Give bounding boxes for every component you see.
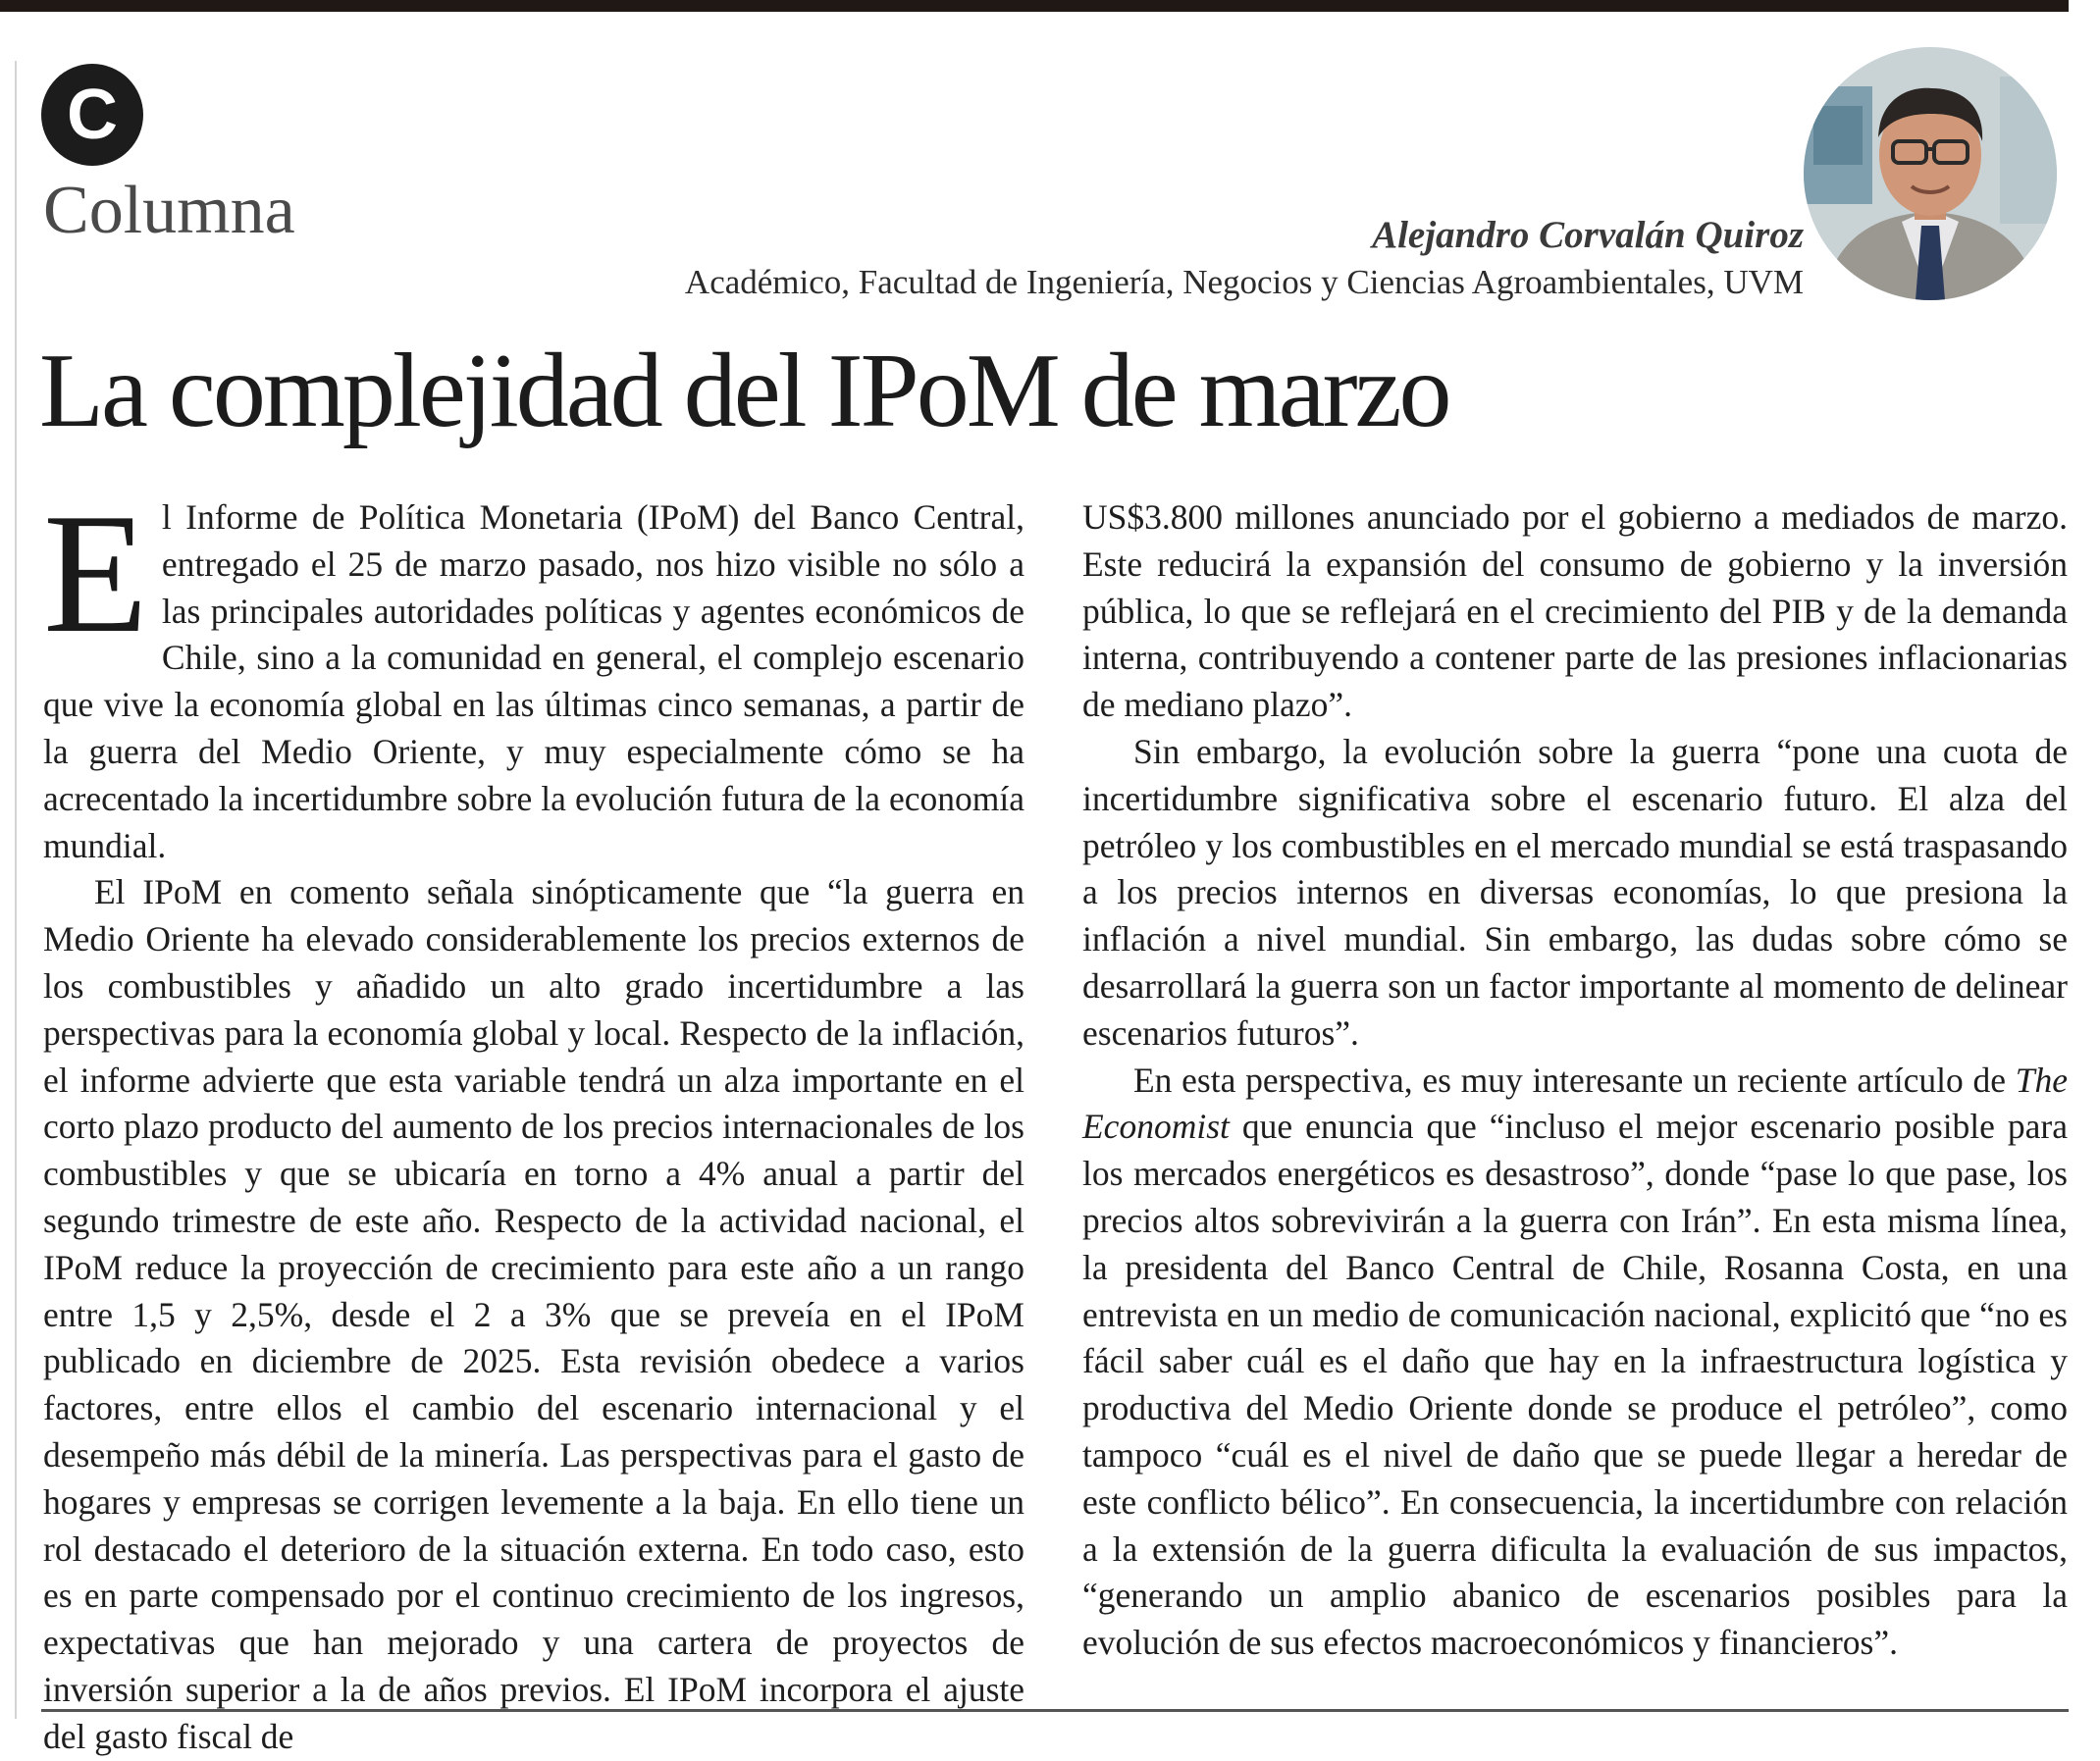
column-logo-badge: C — [41, 64, 143, 166]
bottom-rule — [41, 1709, 2069, 1712]
author-portrait-icon — [1804, 47, 2057, 300]
paragraph-3: Sin embargo, la evolución sobre la guerra “pone una cuota de incertidumbre significativa sobre el escenario futuro. El alza del petróleo y los combustibles en el mercado mundial se está traspasando a los precios internos en diversas economías, lo que presiona la inflación a nivel mundial. Sin embargo, las dudas sobre cómo se desarrollará la guerra son un factor importante al momento de delinear escenarios futuros”. — [1082, 731, 2068, 1053]
paragraph-1 — [43, 478, 1024, 869]
paragraph-4 — [1082, 1058, 2068, 1667]
paragraph-2-continued: US$3.800 millones anunciado por el gobierno a mediados de marzo. Este reducirá la expansión del consumo de gobierno y la inversión pública, lo que se reflejará en el crecimiento del PIB y de la demanda interna, contribuyendo a contener parte de las presiones inflacionarias de mediano plazo”. — [1082, 497, 2068, 725]
paragraph-1-text: l Informe de Política Monetaria (IPoM) del Banco Central, entregado el 25 de marzo pasado, nos hizo visible no sólo a las principales autoridades políticas y agentes económicos de Chile, sino a la comunidad en general, el complejo escenario que vive la economía global en las últimas cinco semanas, a partir de la guerra del Medio Oriente, y muy especialmente cómo se ha acrecentado la incertidumbre sobre la evolución futura de la economía mundial. — [43, 497, 1024, 865]
paragraph-4-lead: En esta perspectiva, es muy interesante un reciente artículo de — [1133, 1060, 2016, 1100]
article-column-left — [43, 478, 1024, 1761]
author-photo — [1804, 47, 2057, 300]
section-label: Columna — [43, 173, 295, 248]
article-headline: La complejidad del IPoM de marzo — [39, 333, 1449, 449]
paragraph-2: El IPoM en comento señala sinópticamente que “la guerra en Medio Oriente ha elevado considerablemente los precios externos de los combustibles y añadido un alto grado incertidumbre a las perspectivas para la economía global y local. Respecto de la inflación, el informe advierte que esta variable tendrá un alza importante en el corto plazo producto del aumento de los precios internacionales de los combustibles y que se ubicaría en torno a 4% anual a partir del segundo trimestre de este año. Respecto de la actividad nacional, el IPoM reduce la proyección de crecimiento para este año a un rango entre 1,5 y 2,5%, desde el 2 a 3% que se preveía en el IPoM publicado en diciembre de 2025. Esta revisión obedece a varios factores, entre ellos el cambio del escenario internacional y el desempeño más débil de la minería. Las perspectivas para el gasto de hogares y empresas se corrigen levemente a la baja. En ello tiene un rol destacado el deterioro de la situación externa. En todo caso, esto es en parte compensado por el continuo crecimiento de los ingresos, expectativas que han mejorado y una cartera de proyectos de inversión superior a la de años previos. El IPoM incorpora el ajuste del gasto fiscal de — [43, 872, 1024, 1756]
author-affiliation: Académico, Facultad de Ingeniería, Negocios y Ciencias Agroambientales, UVM — [684, 263, 1804, 301]
article-column-right — [1082, 494, 2068, 1667]
publication-name: The Economist — [1082, 1060, 2068, 1147]
left-margin-rule — [15, 61, 17, 1719]
paragraph-4-rest: que enuncia que “incluso el mejor escenario posible para los mercados energéticos es desastroso”, donde “pase lo que pase, los precios altos sobrevivirán a la guerra con Irán”. En esta misma línea, la presidenta del Banco Central de Chile, Rosanna Costa, en una entrevista en un medio de comunicación nacional, explicitó que “no es fácil saber cuál es el daño que hay en la infraestructura logística y productiva del Medio Oriente donde se produce el petróleo”, como tampoco “cuál es el nivel de daño que se puede llegar a heredar de este conflicto bélico”. En consecuencia, la incertidumbre con relación a la extensión de la guerra dificulta la evaluación de sus impactos, “generando un amplio abanico de escenarios posibles para la evolución de sus efectos macroeconómicos y financieros”. — [1082, 1107, 2068, 1663]
top-rule — [0, 0, 2069, 12]
author-name: Alejandro Corvalán Quiroz — [1372, 214, 1804, 256]
drop-cap: E — [43, 478, 148, 668]
